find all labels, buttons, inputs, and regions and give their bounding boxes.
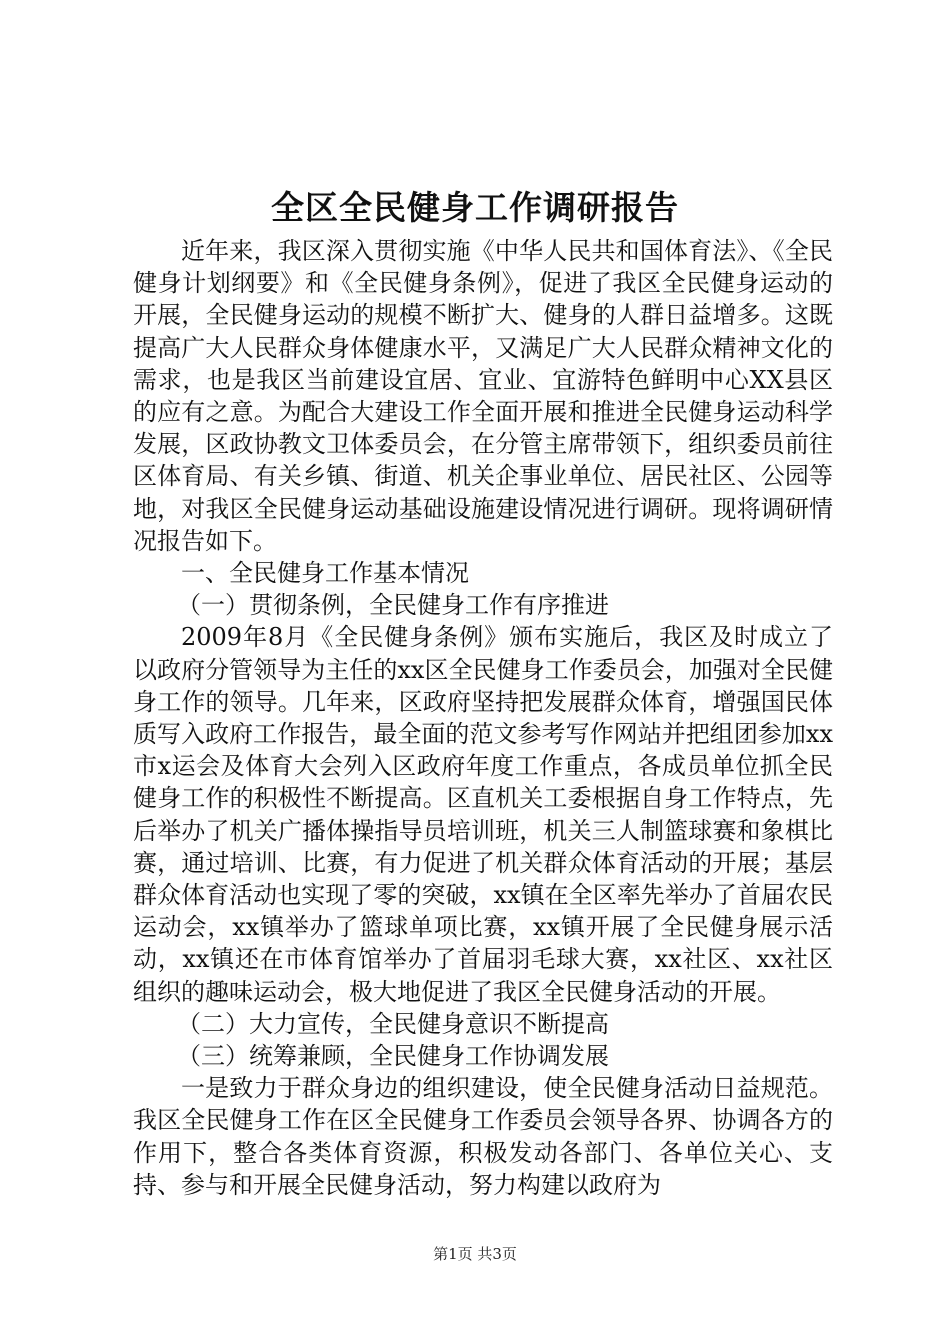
paragraph-intro: 近年来，我区深入贯彻实施《中华人民共和国体育法》、《全民健身计划纲要》和《全民健身条例》，促进了我区全民健身运动的开展，全民健身运动的规模不断扩大、健身的人群日益增多。这既提高广大人民群众身体健康水平，又满足广大人民群众精神文化的需求，也是我区当前建设宜居、宜业、宜游特色鲜明中心XX县区的应有之意。为配合大建设工作全面开展和推进全民健身运动科学发展，区政协教文卫体委员会，在分管主席带领下，组织委员前往区体育局、有关乡镇、街道、机关企事业单位、居民社区、公园等地，对我区全民健身运动基础设施建设情况进行调研。现将调研情况报告如下。 — [133, 237, 833, 555]
page-footer: 第1页 共3页 — [433, 1245, 517, 1263]
paragraph-regulation: 2009年8月《全民健身条例》颁布实施后，我区及时成立了以政府分管领导为主任的xx区全民健身工作委员会，加强对全民健身工作的领导。几年来，区政府坚持把发展群众体育，增强国民体质写入政府工作报告，最全面的范文参考写作网站并把组团参加xx市x运会及体育大会列入区政府年度工作重点，各成员单位抓全民健身工作的积极性不断提高。区直机关工委根据自身工作特点，先后举办了机关广播体操指导员培训班，机关三人制篮球赛和象棋比赛，通过培训、比赛，有力促进了机关群众体育活动的开展；基层群众体育活动也实现了零的突破，xx镇在全区率先举办了首届农民运动会，xx镇举办了篮球单项比赛，xx镇开展了全民健身展示活动，xx镇还在市体育馆举办了首届羽毛球大赛，xx社区、xx社区组织的趣味运动会，极大地促进了我区全民健身活动的开展。 — [133, 623, 833, 1006]
subsection-heading-3: （三）统筹兼顾，全民健身工作协调发展 — [177, 1042, 609, 1071]
subsection-heading-1: （一）贯彻条例，全民健身工作有序推进 — [177, 591, 609, 620]
paragraph-organization: 一是致力于群众身边的组织建设，使全民健身活动日益规范。我区全民健身工作在区全民健身工作委员会领导各界、协调各方的作用下，整合各类体育资源，积极发动各部门、各单位关心、支持、参与和开展全民健身活动，努力构建以政府为 — [133, 1074, 833, 1199]
subsection-heading-2: （二）大力宣传，全民健身意识不断提高 — [177, 1009, 609, 1038]
document-body — [133, 235, 833, 1201]
document-title: 全区全民健身工作调研报告 — [271, 188, 679, 227]
section-heading-1: 一、全民健身工作基本情况 — [181, 559, 469, 588]
